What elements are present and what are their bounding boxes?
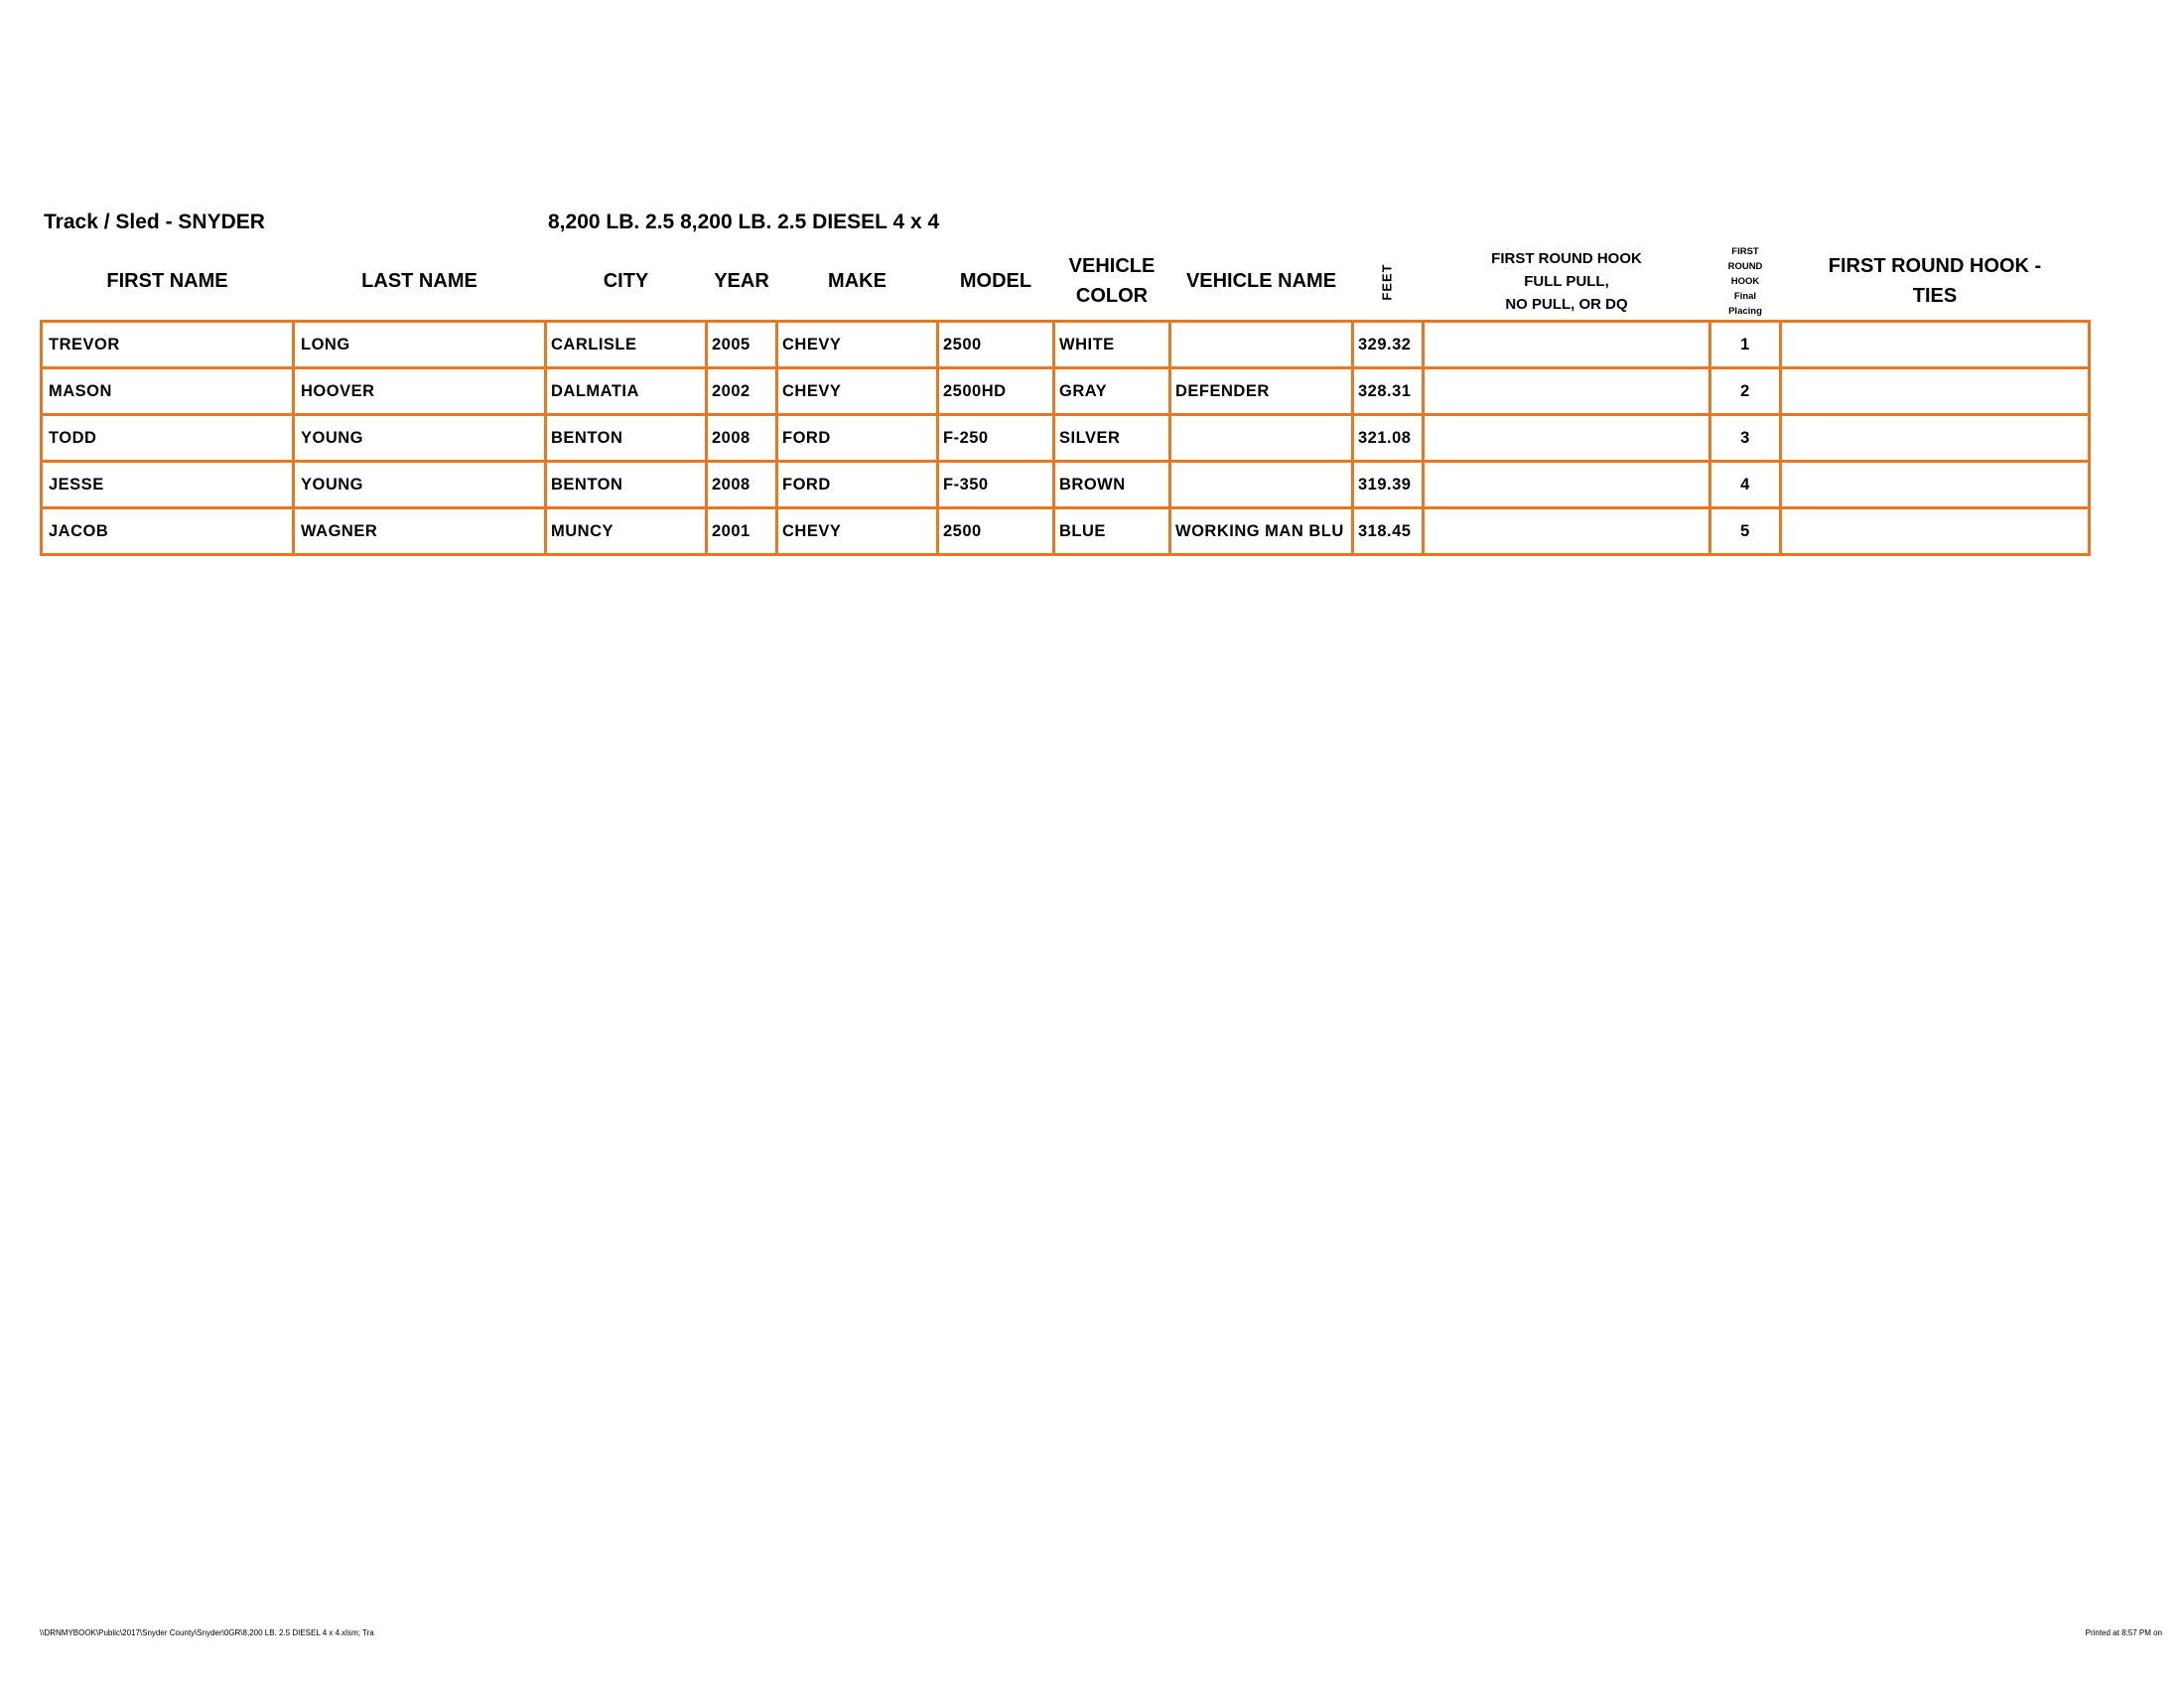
cell-ties — [1781, 508, 2090, 555]
cell-model: F-350 — [938, 462, 1054, 508]
cell-last-name: LONG — [294, 322, 546, 368]
col-last-name: LAST NAME — [294, 242, 546, 322]
cell-feet: 318.45 — [1353, 508, 1424, 555]
cell-hook — [1424, 462, 1710, 508]
cell-make: FORD — [777, 415, 938, 462]
cell-model: 2500HD — [938, 368, 1054, 415]
col-hook-line2: FULL PULL, — [1524, 272, 1609, 290]
cell-placing: 5 — [1710, 508, 1781, 555]
cell-feet: 328.31 — [1353, 368, 1424, 415]
col-make: MAKE — [777, 242, 938, 322]
cell-color: SILVER — [1054, 415, 1170, 462]
col-final-placing — [1710, 242, 1781, 322]
cell-first-name: TREVOR — [42, 322, 294, 368]
cell-first-name: JESSE — [42, 462, 294, 508]
col-placing-line2: ROUND — [1727, 260, 1763, 272]
cell-placing: 2 — [1710, 368, 1781, 415]
table-row — [42, 508, 2090, 555]
results-table — [40, 242, 2091, 556]
cell-color: WHITE — [1054, 322, 1170, 368]
cell-ties — [1781, 462, 2090, 508]
cell-hook — [1424, 415, 1710, 462]
title-row — [44, 211, 2089, 240]
col-first-name: FIRST NAME — [42, 242, 294, 322]
cell-model: F-250 — [938, 415, 1054, 462]
cell-vehicle-name — [1170, 462, 1353, 508]
col-vehicle-color-line1: VEHICLE — [1068, 255, 1156, 277]
cell-model: 2500 — [938, 508, 1054, 555]
table-row — [42, 415, 2090, 462]
col-first-round-hook — [1424, 242, 1710, 322]
cell-feet: 321.08 — [1353, 415, 1424, 462]
cell-color: BLUE — [1054, 508, 1170, 555]
cell-placing: 1 — [1710, 322, 1781, 368]
cell-ties — [1781, 322, 2090, 368]
cell-color: GRAY — [1054, 368, 1170, 415]
track-sled-title: Track / Sled - SNYDER — [44, 211, 265, 233]
cell-last-name: YOUNG — [294, 415, 546, 462]
cell-city: MUNCY — [546, 508, 707, 555]
cell-ties — [1781, 415, 2090, 462]
cell-hook — [1424, 368, 1710, 415]
cell-year: 2008 — [707, 462, 777, 508]
cell-first-name: TODD — [42, 415, 294, 462]
cell-city: CARLISLE — [546, 322, 707, 368]
col-vehicle-color — [1054, 242, 1170, 322]
col-hook-line3: NO PULL, OR DQ — [1505, 295, 1628, 313]
cell-last-name: WAGNER — [294, 508, 546, 555]
cell-vehicle-name: WORKING MAN BLU — [1170, 508, 1353, 555]
col-ties-line1: FIRST ROUND HOOK - — [1828, 255, 2042, 277]
class-title: 8,200 LB. 2.5 8,200 LB. 2.5 DIESEL 4 x 4 — [548, 211, 940, 233]
cell-last-name: HOOVER — [294, 368, 546, 415]
col-placing-line5: Placing — [1728, 305, 1762, 317]
cell-ties — [1781, 368, 2090, 415]
cell-vehicle-name — [1170, 322, 1353, 368]
cell-first-name: JACOB — [42, 508, 294, 555]
cell-placing: 3 — [1710, 415, 1781, 462]
header-row — [42, 242, 2090, 322]
cell-placing: 4 — [1710, 462, 1781, 508]
table-row — [42, 322, 2090, 368]
col-feet — [1353, 242, 1424, 322]
col-feet-label: FEET — [1379, 263, 1395, 301]
cell-year: 2002 — [707, 368, 777, 415]
cell-feet: 319.39 — [1353, 462, 1424, 508]
cell-model: 2500 — [938, 322, 1054, 368]
cell-year: 2001 — [707, 508, 777, 555]
cell-year: 2005 — [707, 322, 777, 368]
col-placing-line4: Final — [1733, 290, 1757, 302]
col-vehicle-name: VEHICLE NAME — [1170, 242, 1353, 322]
cell-first-name: MASON — [42, 368, 294, 415]
col-city: CITY — [546, 242, 707, 322]
file-path-footer: \\DRNMYBOOK\Public\2017\Snyder County\Snyder\0GR\8,200 LB. 2.5 DIESEL 4 x 4.xlsm; Tra — [40, 1628, 374, 1637]
cell-hook — [1424, 508, 1710, 555]
cell-color: BROWN — [1054, 462, 1170, 508]
table-row — [42, 368, 2090, 415]
cell-make: CHEVY — [777, 508, 938, 555]
col-vehicle-color-line2: COLOR — [1075, 285, 1149, 307]
cell-year: 2008 — [707, 415, 777, 462]
cell-vehicle-name: DEFENDER — [1170, 368, 1353, 415]
cell-feet: 329.32 — [1353, 322, 1424, 368]
cell-make: CHEVY — [777, 368, 938, 415]
printed-footer: Printed at 8:57 PM on — [2085, 1628, 2162, 1637]
col-ties-line2: TIES — [1912, 285, 1958, 307]
col-placing-line3: HOOK — [1730, 275, 1760, 287]
cell-city: BENTON — [546, 415, 707, 462]
cell-make: FORD — [777, 462, 938, 508]
col-hook-line1: FIRST ROUND HOOK — [1491, 249, 1642, 267]
cell-last-name: YOUNG — [294, 462, 546, 508]
col-placing-line1: FIRST — [1731, 245, 1759, 257]
cell-city: DALMATIA — [546, 368, 707, 415]
col-year: YEAR — [707, 242, 777, 322]
cell-vehicle-name — [1170, 415, 1353, 462]
col-ties — [1781, 242, 2090, 322]
cell-hook — [1424, 322, 1710, 368]
cell-city: BENTON — [546, 462, 707, 508]
col-model: MODEL — [938, 242, 1054, 322]
cell-make: CHEVY — [777, 322, 938, 368]
table-row — [42, 462, 2090, 508]
